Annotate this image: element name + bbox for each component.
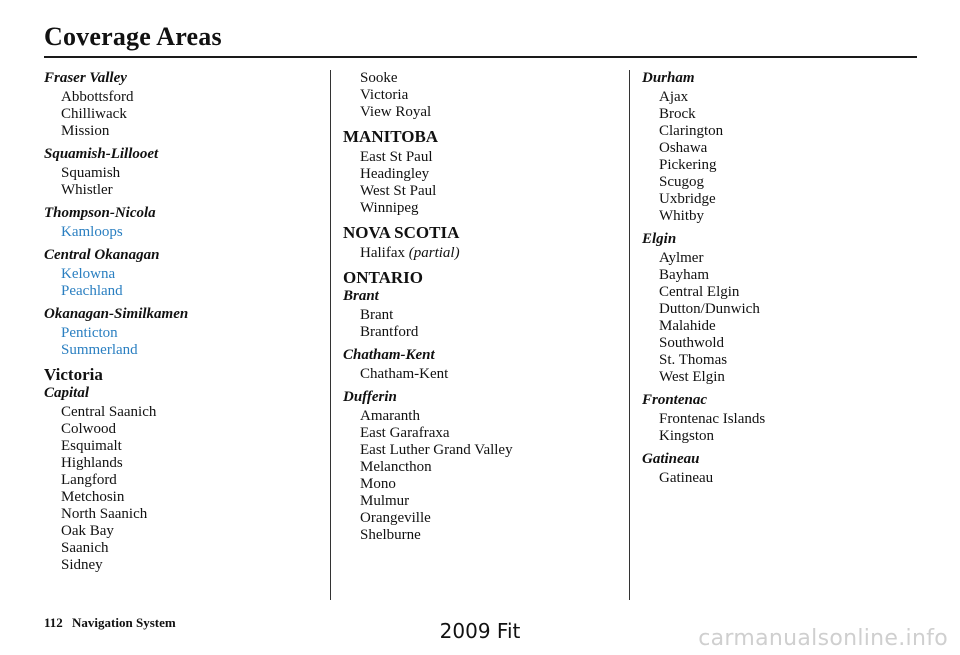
locality-name: Langford (61, 472, 117, 488)
locality-item[interactable] (61, 342, 324, 359)
locality-name: Highlands (61, 455, 123, 471)
locality-list (343, 408, 623, 544)
locality-name: Halifax (360, 245, 405, 261)
region-heading: Fraser Valley (44, 70, 127, 86)
locality-name: Central Elgin (659, 284, 740, 300)
locality-item (360, 527, 623, 544)
region-heading: Frontenac (642, 392, 708, 408)
locality-name: Whistler (61, 182, 113, 198)
locality-item (61, 404, 324, 421)
coverage-column-2 (343, 70, 623, 550)
locality-item (360, 104, 623, 121)
locality-item (360, 493, 623, 510)
locality-item[interactable] (61, 224, 324, 241)
locality-name: Summerland (61, 342, 138, 358)
locality-item[interactable] (61, 325, 324, 342)
locality-item (360, 366, 623, 383)
locality-item (360, 324, 623, 341)
locality-item (659, 284, 922, 301)
locality-name: Penticton (61, 325, 118, 341)
locality-name: Orangeville (360, 510, 431, 526)
locality-name: Brant (360, 307, 394, 323)
locality-item (360, 87, 623, 104)
coverage-column-3 (642, 70, 922, 493)
locality-item (659, 318, 922, 335)
locality-name: Saanich (61, 540, 109, 556)
locality-list (343, 70, 623, 121)
region-heading: Gatineau (642, 451, 700, 467)
locality-name: Chilliwack (61, 106, 127, 122)
region-heading: Durham (642, 70, 695, 86)
locality-item (659, 428, 922, 445)
locality-name: Brock (659, 106, 696, 122)
locality-item (61, 557, 324, 574)
locality-name: Sooke (360, 70, 398, 86)
locality-item (61, 540, 324, 557)
locality-list (44, 325, 324, 359)
locality-item (61, 89, 324, 106)
locality-item (61, 506, 324, 523)
locality-item (61, 523, 324, 540)
locality-list (343, 245, 623, 262)
locality-item (659, 106, 922, 123)
column-divider (330, 70, 331, 600)
locality-name: Southwold (659, 335, 725, 351)
region-heading: Capital (44, 385, 90, 401)
locality-list (642, 411, 922, 445)
locality-item (360, 442, 623, 459)
locality-list (44, 266, 324, 300)
locality-name: Ajax (659, 89, 689, 105)
locality-name: East Garafraxa (360, 425, 450, 441)
locality-name: Bayham (659, 267, 709, 283)
locality-list (44, 89, 324, 140)
locality-item (659, 470, 922, 487)
locality-item (659, 267, 922, 284)
locality-item (360, 510, 623, 527)
locality-name: Oak Bay (61, 523, 114, 539)
locality-name: Central Saanich (61, 404, 157, 420)
locality-item (360, 149, 623, 166)
locality-item (659, 157, 922, 174)
locality-name: View Royal (360, 104, 432, 120)
coverage-column-1 (44, 70, 324, 580)
locality-name: Malahide (659, 318, 716, 334)
locality-name: Chatham-Kent (360, 366, 449, 382)
locality-item (659, 123, 922, 140)
locality-item[interactable] (61, 266, 324, 283)
locality-list (343, 366, 623, 383)
locality-name: Brantford (360, 324, 419, 340)
locality-name: Mission (61, 123, 110, 139)
locality-item (360, 408, 623, 425)
region-heading: Elgin (642, 231, 677, 247)
locality-name: Clarington (659, 123, 724, 139)
coverage-note: (partial) (408, 245, 460, 261)
locality-name: West Elgin (659, 369, 725, 385)
page-number: 112 (44, 615, 63, 630)
locality-item (659, 250, 922, 267)
locality-item (659, 301, 922, 318)
column-divider (629, 70, 630, 600)
region-heading: Okanagan-Similkamen (44, 306, 189, 322)
locality-item[interactable] (61, 283, 324, 300)
locality-name: Uxbridge (659, 191, 716, 207)
locality-item (360, 476, 623, 493)
section-name: Navigation System (72, 615, 176, 630)
locality-item (659, 208, 922, 225)
region-heading: Central Okanagan (44, 247, 160, 263)
locality-name: Scugog (659, 174, 704, 190)
locality-item (61, 165, 324, 182)
locality-name: Dutton/Dunwich (659, 301, 760, 317)
locality-name: East Luther Grand Valley (360, 442, 513, 458)
locality-name: Victoria (360, 87, 409, 103)
locality-name: West St Paul (360, 183, 437, 199)
locality-name: Headingley (360, 166, 430, 182)
locality-list (343, 149, 623, 217)
locality-item (360, 70, 623, 87)
locality-item (360, 459, 623, 476)
locality-name: East St Paul (360, 149, 433, 165)
locality-list (642, 89, 922, 225)
locality-list (343, 307, 623, 341)
region-heading: Squamish-Lillooet (44, 146, 159, 162)
locality-name: Sidney (61, 557, 103, 573)
locality-name: Peachland (61, 283, 123, 299)
locality-name: Mono (360, 476, 396, 492)
region-heading: Brant (343, 288, 379, 304)
locality-item (61, 438, 324, 455)
region-heading: Chatham-Kent (343, 347, 435, 363)
locality-name: Whitby (659, 208, 704, 224)
province-heading: NOVA SCOTIA (343, 223, 460, 242)
locality-list (642, 470, 922, 487)
site-watermark: carmanualsonline.info (698, 626, 948, 651)
locality-item (360, 307, 623, 324)
locality-item (659, 411, 922, 428)
province-heading: ONTARIO (343, 268, 423, 287)
province-heading: MANITOBA (343, 127, 439, 146)
title-divider (44, 56, 917, 58)
locality-name: Mulmur (360, 493, 410, 509)
locality-name: Gatineau (659, 470, 714, 486)
province-heading: Victoria (44, 365, 103, 384)
locality-name: Abbottsford (61, 89, 134, 105)
locality-name: Melancthon (360, 459, 432, 475)
locality-name: Shelburne (360, 527, 421, 543)
region-heading: Dufferin (343, 389, 397, 405)
locality-item (61, 182, 324, 199)
locality-item (61, 455, 324, 472)
locality-item (360, 166, 623, 183)
locality-list (642, 250, 922, 386)
locality-item (360, 425, 623, 442)
locality-name: Kamloops (61, 224, 123, 240)
locality-name: Amaranth (360, 408, 420, 424)
locality-name: Metchosin (61, 489, 125, 505)
locality-name: Winnipeg (360, 200, 419, 216)
locality-name: Squamish (61, 165, 121, 181)
locality-list (44, 165, 324, 199)
locality-name: North Saanich (61, 506, 148, 522)
locality-name: Colwood (61, 421, 117, 437)
locality-item (61, 489, 324, 506)
region-heading: Thompson-Nicola (44, 205, 156, 221)
locality-item (360, 183, 623, 200)
model-watermark: 2009 Fit (439, 619, 521, 643)
locality-name: Kelowna (61, 266, 116, 282)
locality-name: Frontenac Islands (659, 411, 766, 427)
locality-name: St. Thomas (659, 352, 728, 368)
locality-item (659, 174, 922, 191)
locality-item (659, 89, 922, 106)
locality-list (44, 224, 324, 241)
locality-item (659, 369, 922, 386)
locality-item (61, 421, 324, 438)
locality-item (659, 352, 922, 369)
locality-item (360, 245, 623, 262)
locality-item (61, 106, 324, 123)
locality-item (659, 140, 922, 157)
locality-item (61, 472, 324, 489)
locality-item (61, 123, 324, 140)
locality-name: Kingston (659, 428, 715, 444)
locality-item (659, 191, 922, 208)
locality-name: Oshawa (659, 140, 708, 156)
locality-name: Pickering (659, 157, 717, 173)
locality-name: Esquimalt (61, 438, 122, 454)
page-title: Coverage Areas (44, 22, 222, 51)
locality-name: Aylmer (659, 250, 704, 266)
locality-item (659, 335, 922, 352)
locality-item (360, 200, 623, 217)
locality-list (44, 404, 324, 574)
